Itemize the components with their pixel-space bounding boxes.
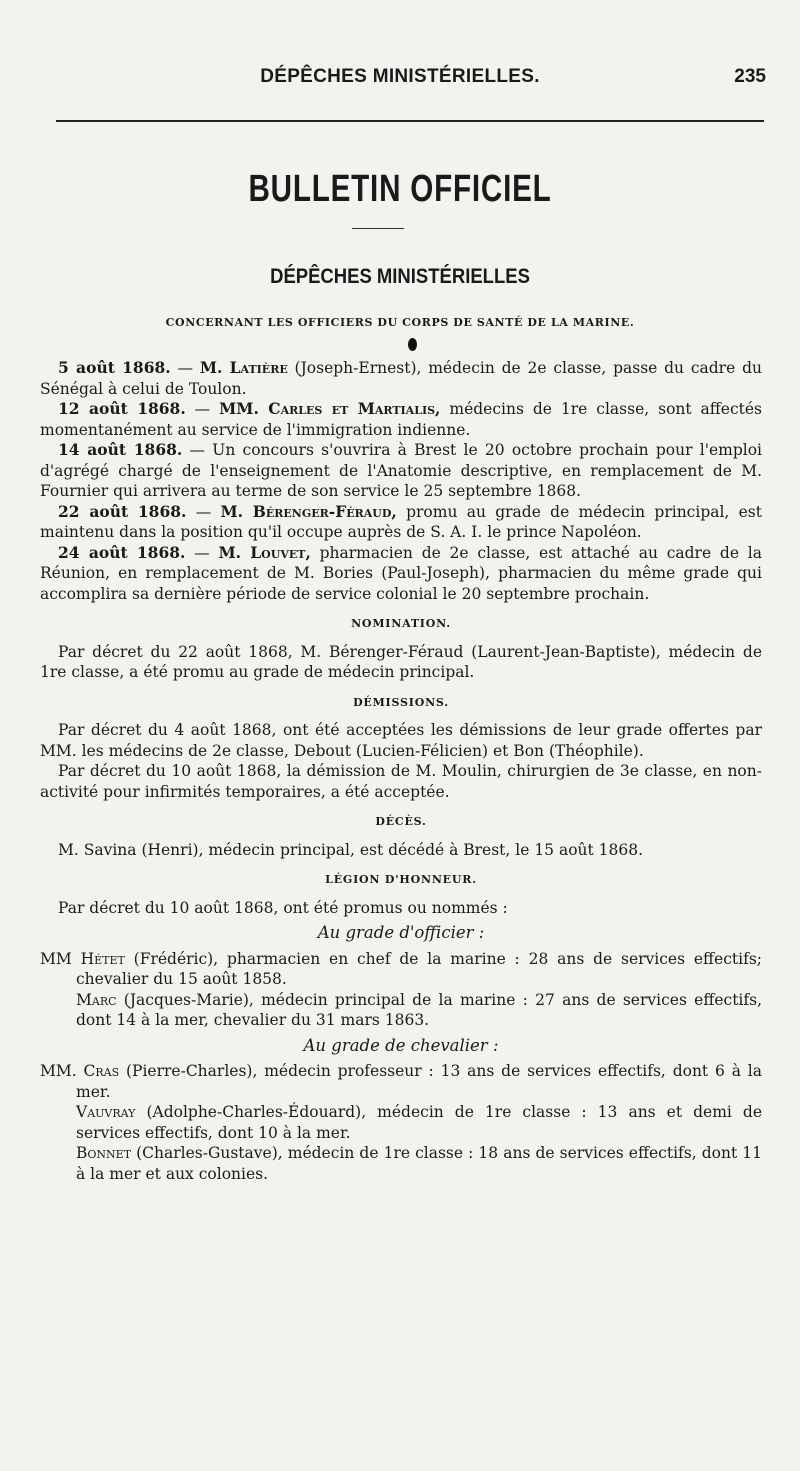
chevalier-entry: MM. Cras (Pierre-Charles), médecin professeur : 13 ans de services effectifs, dont 6 à la mer. [40,1062,762,1101]
bullet-ornament [408,338,417,351]
depeche-entry: 14 août 1868. — Un concours s'ouvrira à Brest le 20 octobre prochain pour l'emploi d'agrégé chargé de l'enseignement de l'Anatomie descriptive, en remplacement de M. Fournier qui arrivera au terme de son service le 25 septembre 1868. [40,440,762,500]
depeche-entry: 12 août 1868. — MM. Carles et Martialis, médecins de 1re classe, sont affectés momentanément au service de l'immigration indienne. [40,399,763,439]
bulletin-title: BULLETIN OFFICIEL [248,168,552,210]
legion-intro: Par décret du 10 août 1868, ont été promus ou nommés : [58,898,508,917]
document-body [40,358,762,1184]
deces-text: M. Savina (Henri), médecin principal, est décédé à Brest, le 15 août 1868. [58,840,644,859]
chevalier-entry: Bonnet (Charles-Gustave), médecin de 1re classe : 18 ans de services effectifs, dont 11 à la mer et aux colonies. [76,1144,762,1183]
page-number: 235 [734,66,766,87]
depeche-entry: 24 août 1868. — M. Louvet, pharmacien de 2e classe, est attaché au cadre de la Réunion, en remplacement de M. Bories (Paul-Joseph), pharmacien du même grade qui accomplira sa dernière période de service colonial le 20 septembre prochain. [40,542,762,603]
chevalier-heading: Au grade de chevalier : [303,1035,499,1055]
demission-text: Par décret du 10 août 1868, la démission de M. Moulin, chirurgien de 3e classe, en non-activité pour infirmités temporaires, a été acceptée. [40,762,762,801]
nomination-heading: NOMINATION. [351,617,451,630]
nomination-text: Par décret du 22 août 1868, M. Bérenger-Féraud (Laurent-Jean-Baptiste), médecin de 1re classe, a été promu au grade de médecin principal. [40,642,762,681]
depeche-entry: 5 août 1868. — M. Latière (Joseph-Ernest), médecin de 2e classe, passe du cadre du Sénégal à celui de Toulon. [40,358,762,398]
officier-entry: MM Hétet (Frédéric), pharmacien en chef de la marine : 28 ans de services effectifs; chevalier du 15 août 1858. [40,949,762,988]
title-rule [352,228,404,229]
deces-heading: DÉCÈS. [375,815,427,828]
officier-entry: Marc (Jacques-Marie), médecin principal de la marine : 27 ans de services effectifs, dont 14 à la mer, chevalier du 31 mars 1863. [76,990,762,1029]
header-rule [56,120,764,122]
chevalier-entry: Vauvray (Adolphe-Charles-Édouard), médecin de 1re classe : 13 ans et demi de services effectifs, dont 10 à la mer. [76,1103,762,1142]
running-title: DÉPÊCHES MINISTÉRIELLES. [260,66,540,87]
legion-heading: LÉGION D'HONNEUR. [325,873,477,886]
section-title: DÉPÊCHES MINISTÉRIELLES [270,265,530,288]
depeche-entry: 22 août 1868. — M. Bérenger-Féraud, promu au grade de médecin principal, est maintenu dans la position qu'il occupe auprès de S. A. I. le prince Napoléon. [40,501,762,541]
demissions-heading: DÉMISSIONS. [353,695,449,709]
demission-text: Par décret du 4 août 1868, ont été acceptées les démissions de leur grade offertes par MM. les médecins de 2e classe, Debout (Lucien-Félicien) et Bon (Théophile). [40,721,762,760]
officier-heading: Au grade d'officier : [317,923,485,942]
section-subtitle: CONCERNANT LES OFFICIERS DU CORPS DE SANTÉ DE LA MARINE. [165,316,635,329]
running-header [0,66,800,96]
